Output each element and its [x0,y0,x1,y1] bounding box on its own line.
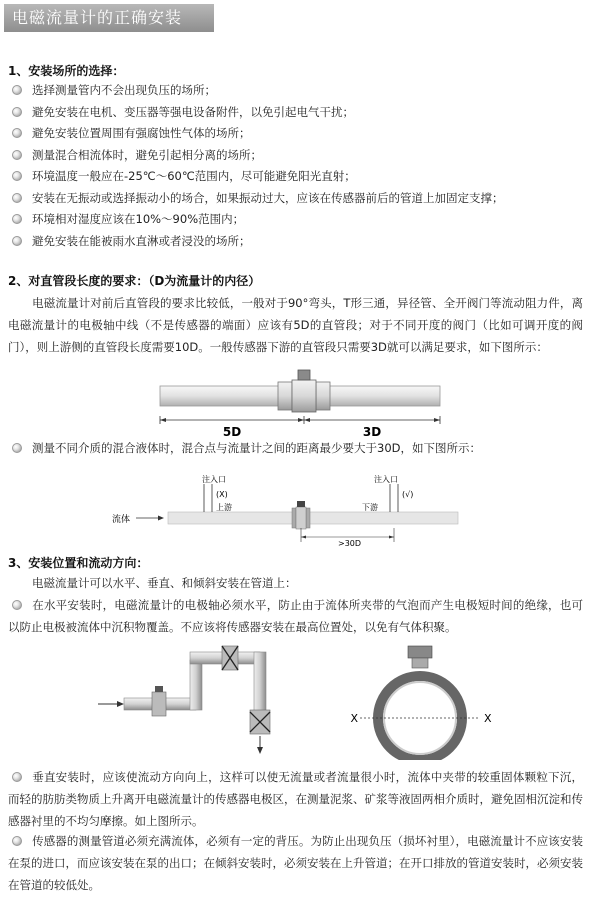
section1-item-text: 安装在无振动或选择振动小的场合，如果振动过大，应该在传感器前后的管道上加固定支撑； [32,190,504,205]
bullet-icon [12,600,22,610]
section2-paragraph [8,292,583,358]
section3-item-horizontal [8,594,583,638]
label-5d: 5D [222,425,242,438]
page-title: 电磁流量计的正确安装 [4,4,214,32]
section3-heading: 3、安装位置和流动方向： [8,556,149,570]
section3-item-vertical [8,766,583,832]
bullet-icon [12,171,22,181]
injection-point-figure [112,470,472,548]
bullet-icon [12,236,22,246]
bullet-icon [12,443,22,453]
section3-item3-text: 传感器的测量管道必须充满流体，必须有一定的背压。为防止出现负压（损坏衬里），电磁流量计不应该安装在泵的进口，而应该安装在泵的出口；在倾斜安装时，必须安装在上升管道；在开口排放的管道安装时，必须安装在管道的较低处。 [8,834,583,892]
section3-intro [8,572,583,594]
section1-item-text: 环境相对湿度应该在10%～90%范围内； [32,212,245,226]
flowmeter-head [297,501,305,507]
section1-item-text: 环境温度一般应在-25℃～60℃范围内，尽可能避免阳光直射； [32,169,356,183]
straight-pipe-figure [150,366,450,438]
flowmeter-low [152,692,166,716]
installation-position-figure [90,640,500,760]
section2-paragraph-text: 电磁流量计对前后直管段的要求比较低，一般对于90°弯头，T形三通，异径管、全开阀门等流动阻力件，离电磁流量计的电极轴中线（不是传感器的端面）应该有5D的直管段；对于不同开度的阀门（比如可调开度的阀门），则上游侧的直管段长度需要10D。一般传感器下游的直管段只需要3D就可以满足要求，如下图所示： [8,296,583,354]
bullet-icon [12,85,22,95]
axis-right-label: X [484,712,492,725]
bullet-icon [12,107,22,117]
bullet-icon [12,214,22,224]
section1-item-text: 避免安装在电机、变压器等强电设备附件，以免引起电气干扰； [32,104,354,119]
flowmeter-body [292,380,316,412]
section2-list-item [8,438,586,459]
inlet-left-label: 注入口 [202,475,226,484]
mark-right: (√) [402,490,414,499]
sensor-head [408,646,432,658]
bullet-icon [12,128,22,138]
pipe [168,512,458,524]
section1-list-item [8,209,586,230]
section2-heading: 2、对直管段长度的要求：（D为流量计的内径） [8,274,261,288]
bullet-icon [12,836,22,846]
section1-item-text: 选择测量管内不会出现负压的场所； [32,83,216,97]
section1-list-item [8,166,586,187]
upstream-label: 上游 [216,503,232,512]
flange-right [316,382,330,410]
bullet-icon [12,193,22,203]
section1-list-item [8,231,586,252]
section1-heading: 1、安装场所的选择： [8,64,125,78]
section1-list-item [8,188,586,209]
label-3d: 3D [362,425,382,438]
section1-item-text: 测量混合相流体时，避免引起相分离的场所； [32,147,262,162]
fluid-label: 流体 [112,515,131,525]
axis-left-label: X [350,712,358,725]
mark-wrong: (X) [216,490,228,499]
section3-intro-text: 电磁流量计可以水平、垂直、和倾斜安装在管道上： [32,576,297,590]
section1-list-item [8,102,586,123]
section1-item-text: 避免安装位置周围有强腐蚀性气体的场所； [32,126,251,140]
section1-list-item [8,145,586,166]
inlet-right-label: 注入口 [374,475,398,484]
section3-item-fullpipe [8,830,583,896]
section1-list-item [8,80,586,101]
flange-left [278,382,292,410]
flowmeter-body [296,507,306,529]
section2-item-text: 测量不同介质的混合液体时，混合点与流量计之间的距离最少要大于30D，如下图所示： [32,441,481,455]
downstream-label: 下游 [362,503,378,512]
flowmeter-head [298,370,310,380]
section1-item-text: 避免安装在能被雨水直淋或者浸没的场所； [32,233,251,248]
bullet-icon [12,150,22,160]
bullet-icon [12,772,22,782]
section3-item1-text: 在水平安装时，电磁流量计的电极轴必须水平，防止由于流体所夹带的气泡而产生电极短时间的绝缘，也可以防止电极被流体中沉积物覆盖。不应该将传感器安装在最高位置处，以免有气体积聚。 [8,598,583,634]
section3-item2-text: 垂直安装时，应该使流动方向向上，这样可以使无流量或者流量很小时，流体中夹带的较重固体颗粒下沉，而轻的肪肪类物质上升离开电磁流量计的传感器电极区，在测量泥浆、矿浆等液固两相介质时，避免固相沉淀和传感器衬里的不均匀摩擦。如上图所示。 [8,770,583,828]
section1-list-item [8,123,586,144]
distance-label: >30D [338,539,362,548]
